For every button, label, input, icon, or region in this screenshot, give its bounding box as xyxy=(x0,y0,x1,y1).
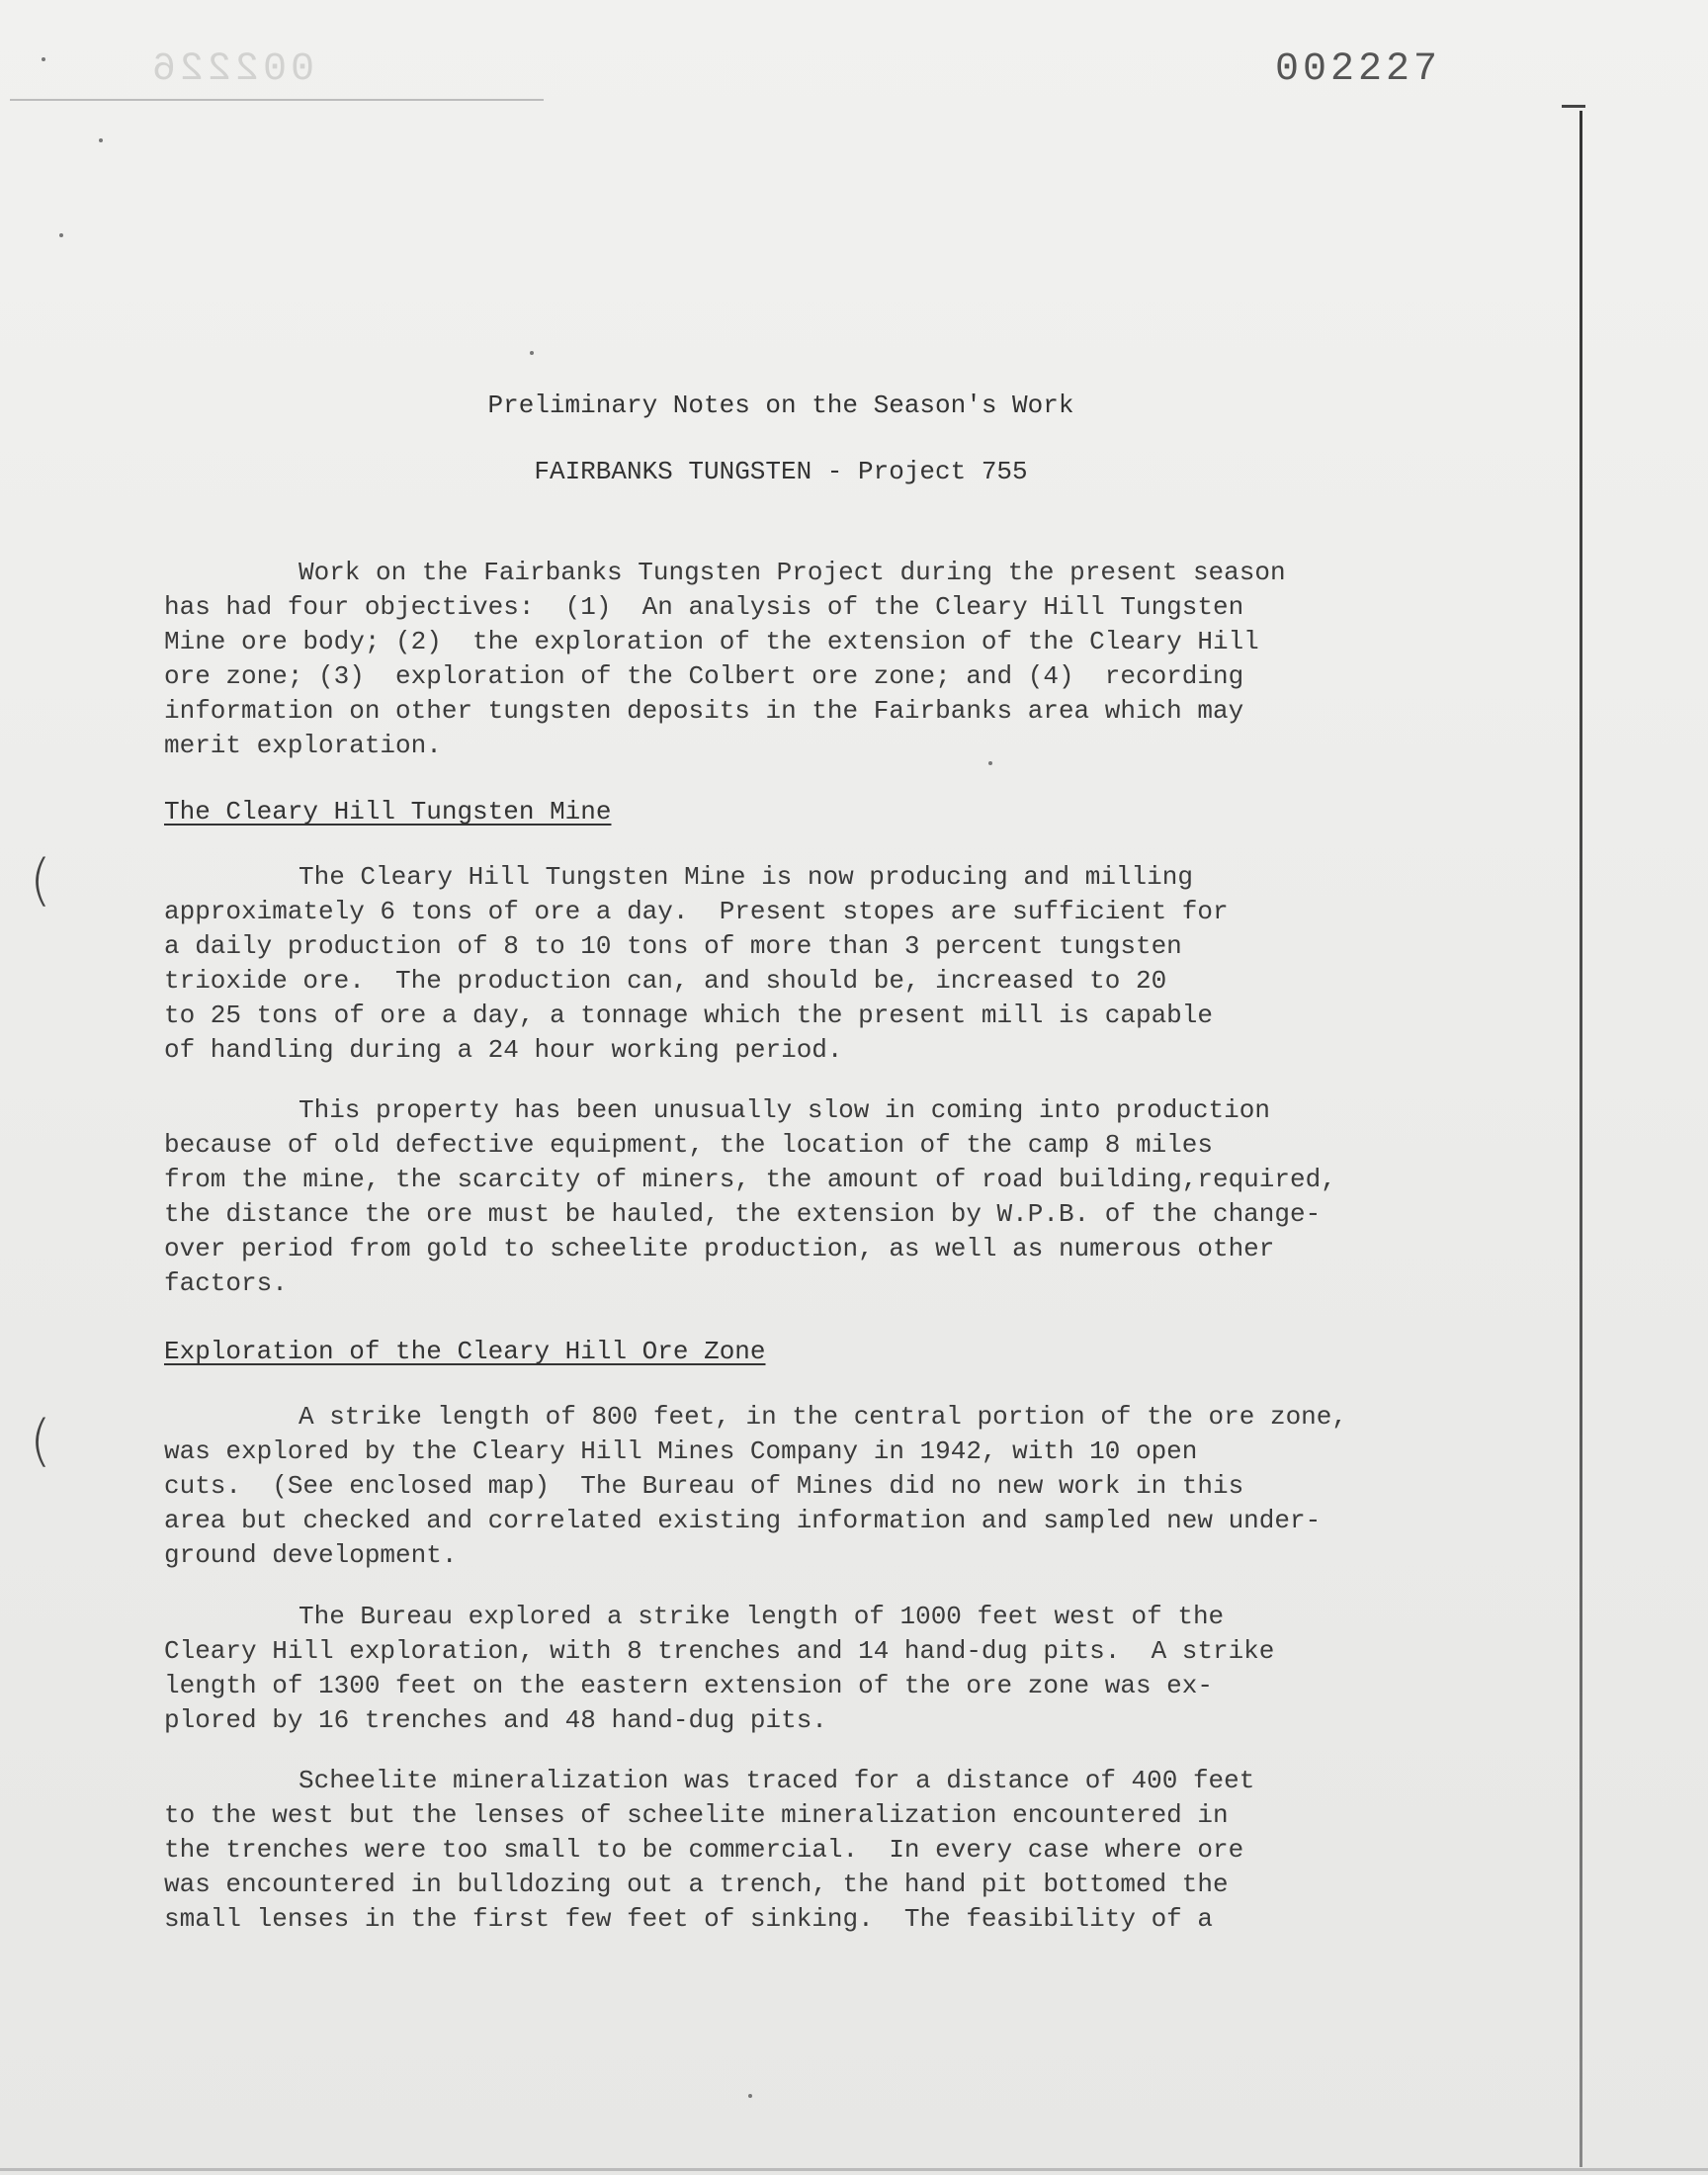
text-line: factors. xyxy=(164,1268,288,1298)
text-line: the trenches were too small to be commercial. In every case where ore xyxy=(164,1835,1244,1865)
margin-bracket-1: ( xyxy=(30,848,51,913)
text-line: trioxide ore. The production can, and should be, increased to 20 xyxy=(164,966,1167,996)
bleed-through-page-number: 002226 xyxy=(148,47,315,92)
text-line: over period from gold to scheelite production, as well as numerous other xyxy=(164,1234,1275,1263)
document-title: Preliminary Notes on the Season's Work xyxy=(487,391,1074,420)
text-line: Mine ore body; (2) the exploration of the extension of the Cleary Hill xyxy=(164,627,1259,656)
text-line: to 25 tons of ore a day, a tonnage which the present mill is capable xyxy=(164,1000,1213,1030)
text-line: merit exploration. xyxy=(164,731,442,760)
text-line: the distance the ore must be hauled, the extension by W.P.B. of the change- xyxy=(164,1199,1322,1229)
section-heading-cleary-hill-mine: The Cleary Hill Tungsten Mine xyxy=(164,797,612,826)
text-line: approximately 6 tons of ore a day. Present stopes are sufficient for xyxy=(164,897,1229,926)
cleary-mine-paragraph-1 xyxy=(164,860,1479,1068)
speck xyxy=(748,2094,752,2098)
text-line: ground development. xyxy=(164,1540,458,1570)
text-line: A strike length of 800 feet, in the central portion of the ore zone, xyxy=(299,1402,1347,1432)
top-rule xyxy=(10,99,544,101)
text-line: length of 1300 feet on the eastern extension of the ore zone was ex- xyxy=(164,1671,1213,1700)
text-line: plored by 16 trenches and 48 hand-dug pits. xyxy=(164,1705,827,1735)
margin-bracket-2: ( xyxy=(30,1409,51,1473)
text-line: Cleary Hill exploration, with 8 trenches and 14 hand-dug pits. A strike xyxy=(164,1636,1275,1666)
text-line: to the west but the lenses of scheelite mineralization encountered in xyxy=(164,1800,1229,1830)
intro-paragraph xyxy=(164,556,1479,763)
text-line: Scheelite mineralization was traced for a distance of 400 feet xyxy=(299,1766,1255,1795)
cleary-mine-paragraph-2 xyxy=(164,1093,1479,1301)
speck xyxy=(530,351,534,355)
text-line: from the mine, the scarcity of miners, the amount of road building,required, xyxy=(164,1165,1336,1194)
section-heading-ore-zone-exploration: Exploration of the Cleary Hill Ore Zone xyxy=(164,1337,766,1366)
text-line: The Bureau explored a strike length of 1000 feet west of the xyxy=(299,1602,1225,1631)
page-number: 002227 xyxy=(1275,47,1442,92)
right-edge-cap xyxy=(1562,105,1585,108)
text-line: cuts. (See enclosed map) The Bureau of Mines did no new work in this xyxy=(164,1471,1244,1501)
document-subtitle: FAIRBANKS TUNGSTEN - Project 755 xyxy=(534,457,1028,486)
speck xyxy=(59,233,63,237)
text-line: area but checked and correlated existing information and sampled new under- xyxy=(164,1506,1322,1535)
text-line: information on other tungsten deposits in the Fairbanks area which may xyxy=(164,696,1244,726)
text-line: was encountered in bulldozing out a trench, the hand pit bottomed the xyxy=(164,1870,1229,1899)
ore-zone-paragraph-2 xyxy=(164,1600,1479,1738)
text-line: a daily production of 8 to 10 tons of more than 3 percent tungsten xyxy=(164,931,1182,961)
text-line: The Cleary Hill Tungsten Mine is now producing and milling xyxy=(299,862,1193,892)
ore-zone-paragraph-3 xyxy=(164,1764,1479,1937)
speck xyxy=(99,138,103,142)
text-line: has had four objectives: (1) An analysis of the Cleary Hill Tungsten xyxy=(164,592,1244,622)
speck xyxy=(42,57,45,61)
text-line: small lenses in the first few feet of sinking. The feasibility of a xyxy=(164,1904,1213,1934)
text-line: of handling during a 24 hour working period. xyxy=(164,1035,843,1065)
text-line: ore zone; (3) exploration of the Colbert ore zone; and (4) recording xyxy=(164,661,1244,691)
right-edge-line xyxy=(1580,111,1582,2167)
bottom-rule xyxy=(0,2168,1708,2171)
text-line: Work on the Fairbanks Tungsten Project during the present season xyxy=(299,558,1286,587)
text-line: This property has been unusually slow in coming into production xyxy=(299,1095,1270,1125)
text-line: was explored by the Cleary Hill Mines Company in 1942, with 10 open xyxy=(164,1436,1198,1466)
text-line: because of old defective equipment, the location of the camp 8 miles xyxy=(164,1130,1213,1160)
ore-zone-paragraph-1 xyxy=(164,1400,1479,1573)
